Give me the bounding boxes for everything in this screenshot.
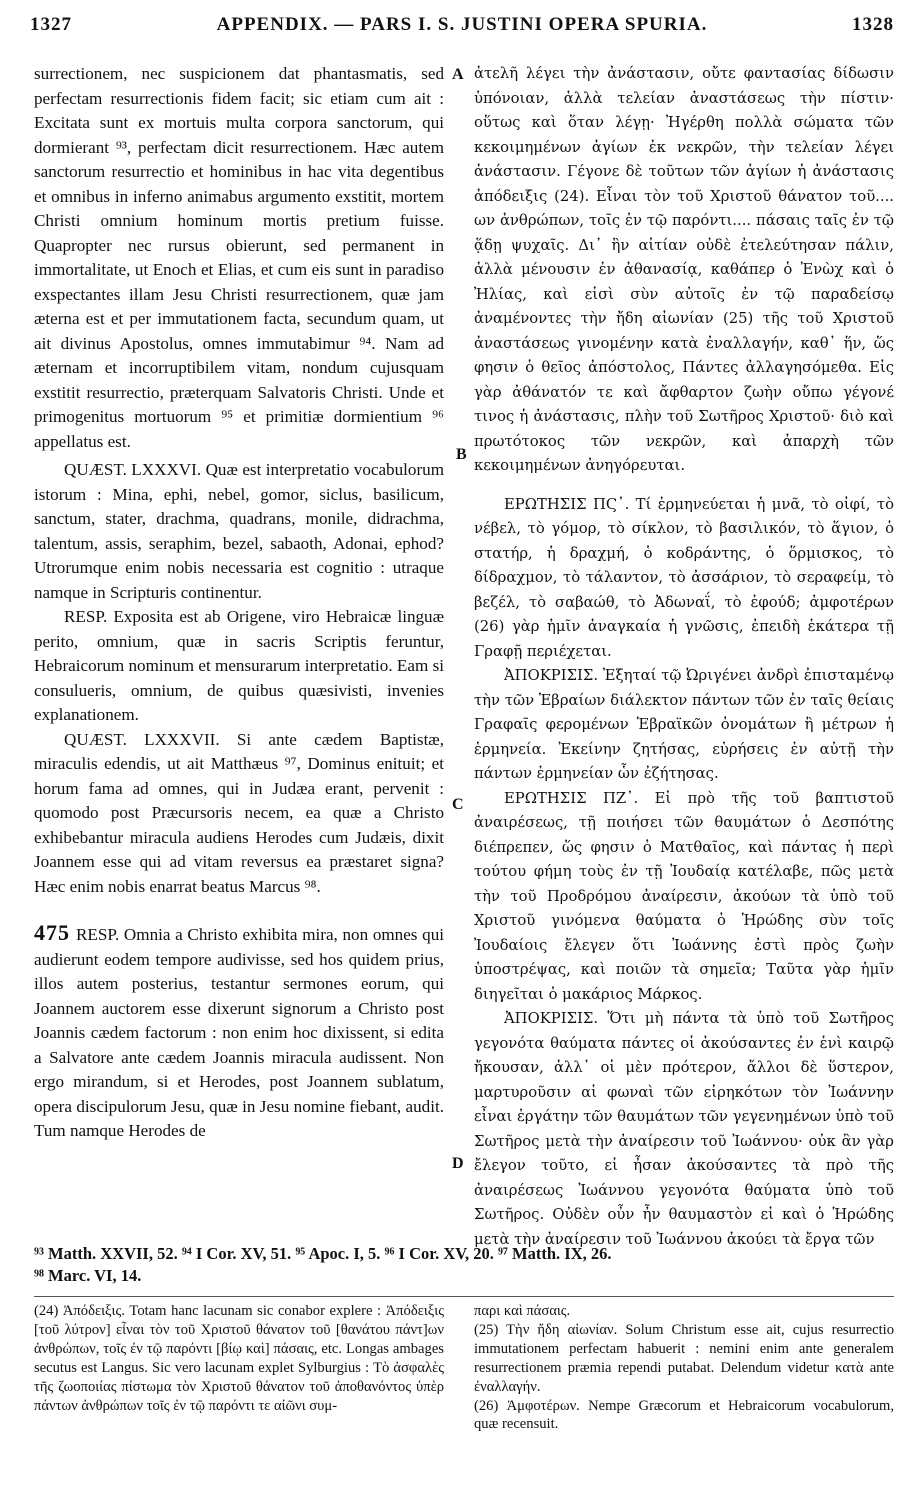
greek-question-86: ΕΡΩΤΗΣΙΣ ΠϚ᾽. Τί ἑρμηνεύεται ἡ μνᾶ, τὸ οἰφί, τὸ νέβελ, τὸ γόμορ, τὸ σίκλον, τὸ βασιλικόν, τὸ ἅγιον, ὁ στατήρ, ἡ δραχμή, ὁ κοδράντης, ὁ ὅρμισκος, τὸ δίδραχμον, τὸ τάλαντον, τὸ ἀσσάριον, τὸ σεραφείμ, τὸ βεζέλ, τὸ σαβαώθ, τὸ Ἀδωναΐ, τὸ ἐφούδ; ἀμφοτέρων (26) γὰρ ἡμῖν ἀναγκαία ἡ γνῶσις, ἐπειδὴ ἑκάτερα τῇ Γραφῇ περιέχεται. [474, 495, 894, 660]
latin-response-86: RESP. Exposita est ab Origene, viro Hebraicæ linguæ perito, omnium, quæ in sacris Scriptis feruntur, Hebraicorum nominum et mensurarum interpretatio. Eam si consulueris, omnium, de quibus quæsivisti, invenies explanationem. [34, 607, 444, 724]
page-header [30, 8, 894, 48]
latin-paragraph: surrectionem, nec suspicionem dat phantasmatis, sed perfectam resurrectionis fidem facit; sic etiam cum ait : Excitata sunt ex mortuis multa corpora sanctorum, qui dormierant ⁹³, perfectam dicit resurrectionem. Hæc autem sanctorum resurrectio et hominibus in hac vita degentibus et omnibus in inferno animabus argumento exstitit, mortem Christi omnium hominum mortis pretium fuisse. Quapropter nec rursus obierunt, sed permanent in immortalitate, ut Enoch et Elias, et cum eis sunt in paradiso exspectantes illam Jesu Christi resurrectionem, quæ jam æterna est et per immutationem facta, secundum quam, ut ait divinus Apostolus, omnes immutabimur ⁹⁴. Nam ad æternam et incorruptibilem vitam, nondum cujusquam exstitit resurrectio, præterquam Salvatoris Christi. Unde et primogenitus mortuorum ⁹⁵ et primitiæ dormientium ⁹⁶ appellatus est. [34, 64, 444, 451]
margin-marker-d: D [452, 1155, 464, 1172]
margin-marker-c: C [452, 796, 464, 813]
editorial-notes-left [34, 1302, 444, 1415]
latin-question-87: QUÆST. LXXXVII. Si ante cædem Baptistæ, miraculis edendis, ut ait Matthæus ⁹⁷, Dominus enituit; et horum fama ad omnes, qui in Judæa erant, pervenit : quomodo post Præcursoris necem, ea quæ a Christo exhibebantur miracula audiens Herodes cum Judæis, dixit Joannem esse qui ad vitam reversus ea præstaret signa? Hæc enim nobis enarrat beatus Marcus ⁹⁸. [34, 729, 444, 896]
note-26: (26) Ἀμφοτέρων. Nempe Græcorum et Hebraicorum vocabulorum, quæ recensuit. [474, 1397, 894, 1433]
note-25: (25) Τὴν ἤδη αἰωνίαν. Solum Christum esse ait, cujus resurrectio immutationem perfectam habuerit : nemini enim ante generalem resurrectionem præmia rependi putabat. Delendum videtur κατὰ ante ἐναλλαγήν. [474, 1321, 894, 1395]
greek-column [474, 62, 894, 1252]
margin-marker-b: B [456, 446, 467, 463]
greek-question-87: ΕΡΩΤΗΣΙΣ ΠΖ᾽. Εἰ πρὸ τῆς τοῦ βαπτιστοῦ ἀναιρέσεως, τῇ ποιήσει τῶν θαυμάτων ὁ Δεσπότης διέπρεπεν, ὥς φησιν ὁ Ματθαῖος, καὶ πάντας ἡ περὶ τούτου φήμη τοὺς ἐν τῇ Ἰουδαίᾳ κατέλαβε, πῶς μετὰ τὴν τοῦ Προδρόμου ἀναίρεσιν, ἀκούων τὰ ὑπὸ τοῦ Χριστοῦ γινόμενα θαύματα ὁ Ἡρώδης σὺν τοῖς Ἰουδαίοις ἔλεγεν ὅτι Ἰωάννης ἐστὶ πρὸς ζωὴν ὑποστρέψας, καὶ ποιῶν τὰ σημεῖα; Ταῦτα γὰρ ἡμῖν διηγεῖται ὁ μακάριος Μάρκος. [474, 789, 894, 1003]
latin-response-87 [34, 921, 444, 1144]
column-number: 475 [34, 920, 70, 945]
page-number-left: 1327 [30, 14, 72, 35]
footnote-line-1: ⁹³ Matth. XXVII, 52. ⁹⁴ I Cor. XV, 51. ⁹⁵ Apoc. I, 5. ⁹⁶ I Cor. XV, 20. ⁹⁷ Matth. IX, 26. [34, 1244, 612, 1263]
note-24-continued: παρι καὶ πάσαις. [474, 1303, 571, 1319]
note-24: (24) Ἀπόδειξις. Totam hanc lacunam sic conabor explere : Ἀπόδειξις [τοῦ λύτρον] εἶναι τὸν τοῦ Χριστοῦ θάνατον τοῦ [θανάτου πάντ]ων ἀνθρώπων, τοῖς ἐν τῷ παρόντι [βίῳ καὶ] πάσαις, etc. Longas ambages secutus est Langus. Sic vero lacunam explet Sylburgius : Τὸ ἀσφαλὲς τῆς ζωοποιίας πίστωμα τὸν Χριστοῦ θάνατον τοῦ ἀποθανόντος ὑπὲρ πάντων ἀνθρώπων τοῖς ἐν τῷ παρόντι τε αἰῶνι συμ- [34, 1303, 444, 1414]
latin-response-text: RESP. Omnia a Christo exhibita mira, non omnes qui audierunt eodem tempore audivisse, sed hos quidem prius, illos autem posterius, testantur sermones eorum, qui Joannem auctorem esse dixerunt signorum a Christo post Joannis cædem factorum : non enim hoc dixissent, si edita a Salvatore ante cædem Joannis miracula audissent. Non ergo mirandum, si et Herodes, post Joannem sublatum, opera discipulorum Jesu, quæ in Jesu nomine fiebant, audit. Tum namque Herodes de [34, 925, 444, 1140]
latin-question-86: QUÆST. LXXXVI. Quæ est interpretatio vocabulorum istorum : Mina, ephi, nebel, gomor, siclus, basilicum, sanctum, stater, drachma, quadrans, monile, didrachma, talentum, assis, seraphim, bezel, sabaoth, Adonai, ephod? Utrorumque enim nobis necessaria est cognitio : utraque namque in Scripturis continentur. [34, 460, 444, 602]
margin-marker-a: A [452, 66, 464, 83]
greek-response-87: ἈΠΟΚΡΙΣΙΣ. Ὅτι μὴ πάντα τὰ ὑπὸ τοῦ Σωτῆρος γεγονότα θαύματα πάντες οἱ ἀκούσαντες ἐν ἑνὶ καιρῷ ἤκουσαν, ἀλλ᾽ οἱ μὲν πρότερον, ἄλλοι δὲ ὕστερον, μαρτυροῦσιν αἱ φωναὶ τῶν εἰρηκότων τὸν Ἰωάννην εἶναι ἐργάτην τῶν θαυμάτων τῶν γεγενημένων ὑπὸ τοῦ Σωτῆρος μετὰ τὴν ἀναίρεσιν τοῦ Ἰωάννου· οὐκ ἂν γὰρ ἔλεγον τοῦτο, εἰ ἦσαν ἀκούσαντες τὰ πρὸ τῆς ἀναιρέσεως Ἰωάννου γεγονότα θαύματα ὑπὸ τοῦ Σωτῆρος. Οὐδὲν οὖν ἦν θαυμαστὸν εἰ καὶ ὁ Ἡρώδης μετὰ τὴν ἀναίρεσιν τοῦ Ἰωάννου ἀκούει τὰ ἔργα τῶν [474, 1010, 894, 1248]
footnote-line-2: ⁹⁸ Marc. VI, 14. [34, 1266, 142, 1285]
latin-column [34, 62, 444, 1144]
greek-response-86: ἈΠΟΚΡΙΣΙΣ. Ἐξηταί τῷ Ὠριγένει ἀνδρὶ ἐπισταμένῳ τὴν τῶν Ἑβραίων διάλεκτον πάντων τῶν ἐν ταῖς θείαις Γραφαῖς φερομένων Ἑβραϊκῶν ὀνομάτων ἢ μέτρων ἡ ἑρμηνεία. Ἐκείνην ζητήσας, εὑρήσεις ἐν αὐτῇ τὴν πάντων ἑρμηνείαν ὧν ἐζήτησας. [474, 667, 894, 782]
scripture-footnotes [34, 1243, 894, 1287]
greek-paragraph: ἀτελῆ λέγει τὴν ἀνάστασιν, οὔτε φαντασίας δίδωσιν ὑπόνοιαν, ἀλλὰ τελείαν ἀναστάσεως τὴν πίστιν· οὕτως καὶ ὅταν λέγῃ· Ἠγέρθη πολλὰ σώματα τῶν κεκοιμημένων ἁγίων ἐκ νεκρῶν, τὴν τελείαν λέγει ἀνάστασιν. Γέγονε δὲ τοῦτων τῶν ἁγίων ἡ ἀνάστασις ἀπόδειξις (24). Εἶναι τὸν τοῦ Χριστοῦ θάνατον τοῦ.... ων ἀνθρώπων, τοῖς ἐν τῷ παρόντι.... πάσαις ταῖς ἐν τῷ ᾅδῃ ψυχαῖς. Δι᾽ ἣν αἰτίαν οὐδὲ ἐτελεύτησαν πάλιν, ἀλλὰ μένουσιν ἐν ἀθανασίᾳ, καθάπερ ὁ Ἐνὼχ καὶ ὁ Ἠλίας, καὶ εἰσὶ σὺν αὐτοῖς ἐν τῷ παραδείσῳ ἀναμένοντες τὴν ἤδη αἰωνίαν (25) τῆς τοῦ Χριστοῦ ἀναστάσεως γινομένην κατὰ ἐναλλαγήν, καθ᾽ ἥν, ὥς φησιν ὁ θεῖος ἀπόστολος, Πάντες ἀλλαγησόμεθα. Εἰς γὰρ ἀθάνατόν τε καὶ ἄφθαρτον ζωὴν οὔπω γέγονέ τινος ἡ ἀνάστασις, πλὴν τοῦ Σωτῆρος Χριστοῦ· διὸ καὶ πρωτότοκος τῶν νεκρῶν, καὶ ἀπαρχὴ τῶν κεκοιμημένων ἀνηγόρευται. [474, 65, 894, 474]
running-title: APPENDIX. — PARS I. S. JUSTINI OPERA SPURIA. [216, 14, 708, 35]
editorial-notes-right [474, 1302, 894, 1434]
footnote-divider [34, 1296, 894, 1297]
page-number-right: 1328 [852, 14, 894, 35]
